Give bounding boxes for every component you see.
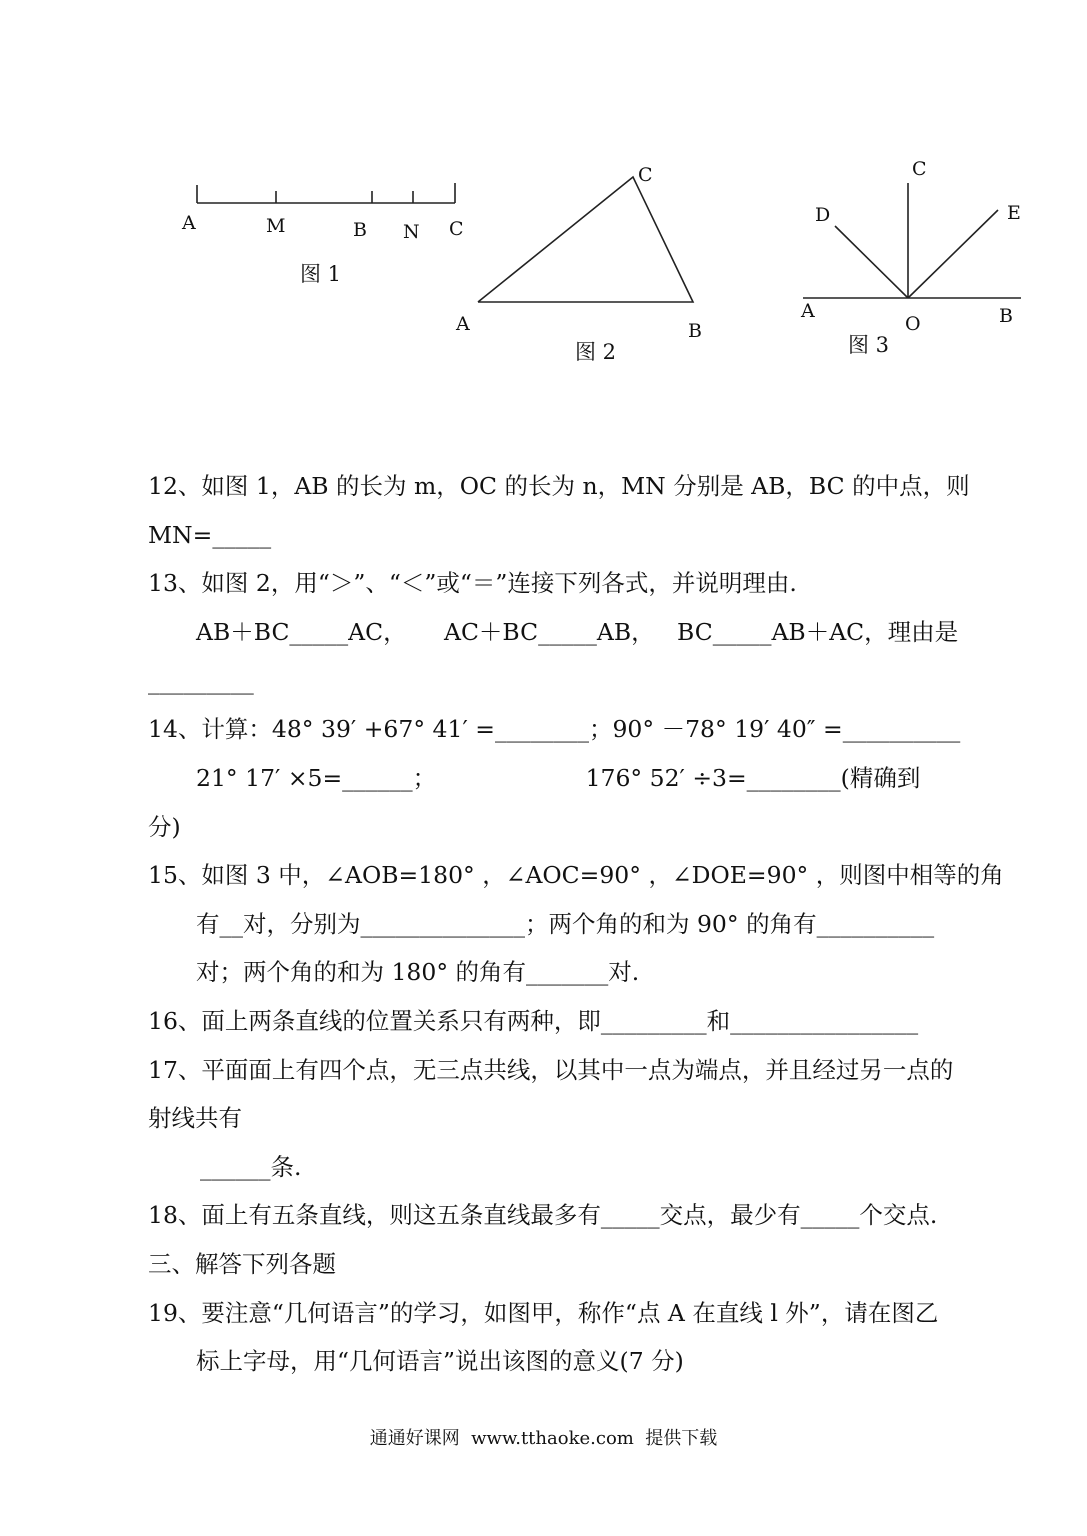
- fig1-label-n: N: [403, 221, 420, 243]
- fig3-ray-oe: [908, 210, 998, 298]
- figures-area: [0, 0, 1087, 420]
- fig1-label-b: B: [353, 219, 367, 241]
- fig3-caption: 图 3: [848, 333, 890, 357]
- fig1-label-c: C: [449, 218, 464, 240]
- fig2-label-c: C: [638, 164, 653, 186]
- fig3-label-d: D: [815, 204, 831, 226]
- question-19-line-2: 标上字母，用“几何语言”说出该图的意义(7 分): [196, 1347, 684, 1375]
- figure-2: [455, 164, 702, 364]
- fig3-label-b: B: [999, 305, 1013, 327]
- question-12-line-2: MN=_____: [148, 521, 272, 549]
- fig2-triangle: [478, 177, 693, 302]
- question-19-line-1: 19、要注意“几何语言”的学习，如图甲，称作“点 A 在直线 l 外”，请在图乙: [148, 1299, 939, 1327]
- fig1-label-a: A: [182, 212, 196, 234]
- fig2-label-a: A: [456, 313, 470, 335]
- question-14-line-1: 14、计算：48° 39′ +67° 41′ =________；90° －78° 19′ 40″ =__________: [148, 715, 961, 743]
- fig1-caption: 图 1: [300, 262, 342, 286]
- section-3-heading: 三、解答下列各题: [148, 1250, 336, 1278]
- fig3-ray-od: [835, 226, 908, 298]
- page-footer: 通通好课网 www.tthaoke.com 提供下载: [369, 1428, 718, 1449]
- question-16: 16、面上两条直线的位置关系只有两种，即_________和________________: [148, 1007, 919, 1035]
- question-13-line-2: AB＋BC_____AC， AC＋BC_____AB， BC_____AB＋AC，理由是: [196, 618, 959, 646]
- question-12-line-1: 12、如图 1，AB 的长为 m，OC 的长为 n，MN 分别是 AB，BC 的中点，则: [148, 472, 970, 500]
- fig2-label-b: B: [688, 320, 702, 342]
- question-17-line-3: ______条.: [200, 1153, 302, 1181]
- fig3-label-a: A: [801, 300, 815, 322]
- fig3-label-o: O: [905, 313, 921, 335]
- figure-1: [181, 183, 464, 286]
- question-14-line-3: 分): [148, 813, 181, 841]
- question-14-line-2: 21° 17′ ×5=______； 176° 52′ ÷3=________(精确到: [196, 764, 921, 792]
- question-13-line-3: _________: [148, 667, 254, 695]
- question-13-line-1: 13、如图 2，用“＞”、“＜”或“＝”连接下列各式，并说明理由.: [148, 569, 797, 597]
- question-15-line-3: 对；两个角的和为 180° 的角有_______对.: [196, 958, 640, 986]
- fig1-label-m: M: [266, 215, 286, 237]
- figure-3: [800, 158, 1021, 357]
- fig2-caption: 图 2: [575, 340, 617, 364]
- fig3-label-e: E: [1007, 202, 1021, 224]
- fig3-label-c: C: [912, 158, 927, 180]
- question-18: 18、面上有五条直线，则这五条直线最多有_____交点，最少有_____个交点.: [148, 1201, 938, 1229]
- question-17-line-1: 17、平面面上有四个点，无三点共线，以其中一点为端点，并且经过另一点的: [148, 1056, 954, 1084]
- question-15-line-2: 有__对，分别为______________；两个角的和为 90° 的角有__________: [196, 910, 935, 938]
- question-15-line-1: 15、如图 3 中，∠AOB=180° ，∠AOC=90° ，∠DOE=90° ，则图中相等的角: [148, 861, 1004, 889]
- question-17-line-2: 射线共有: [148, 1104, 242, 1132]
